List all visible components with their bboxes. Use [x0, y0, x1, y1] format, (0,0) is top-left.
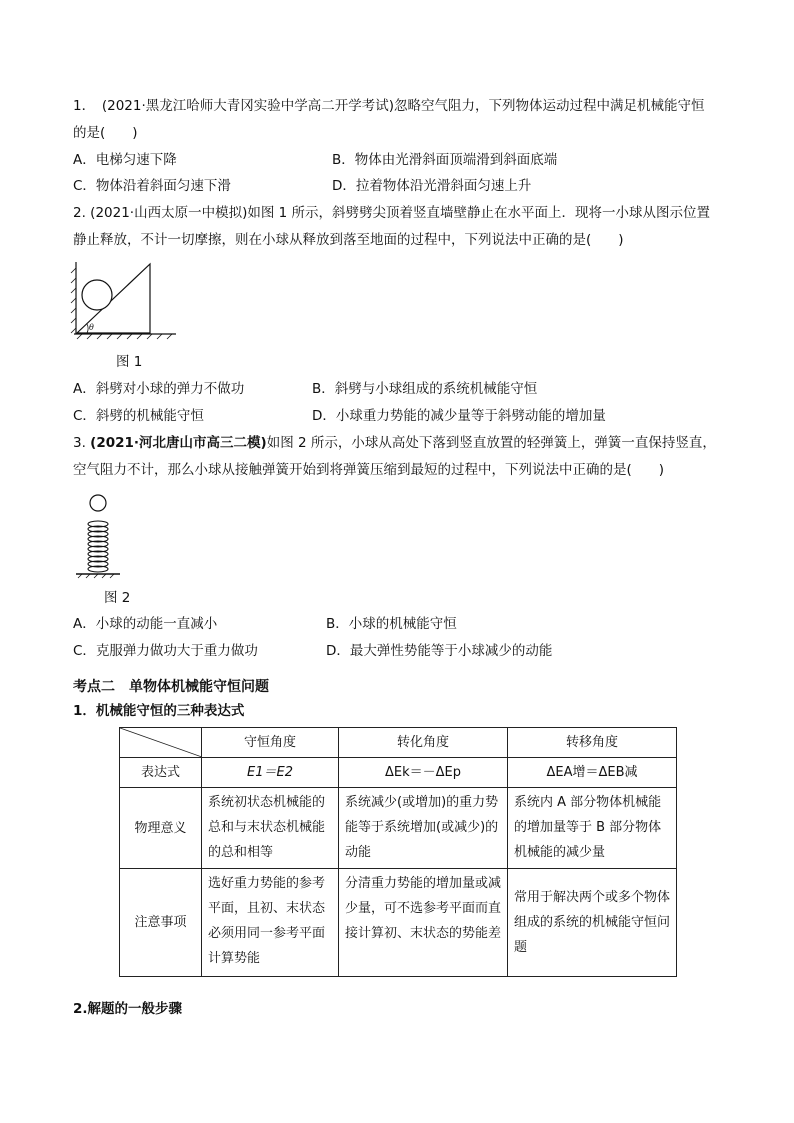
table-header-row	[120, 728, 677, 758]
figure-1-wedge	[70, 258, 182, 344]
section-sub2: 2.解题的一般步骤	[73, 1001, 183, 1017]
q3-option-c: C．克服弹力做功大于重力做功	[73, 643, 258, 659]
table-cell: ΔEA增＝ΔEB减	[508, 758, 677, 788]
table-cell: 选好重力势能的参考平面，且初、末状态必须用同一参考平面计算势能	[202, 869, 339, 977]
section-heading: 考点二 单物体机械能守恒问题	[73, 679, 269, 695]
table-header: 转移角度	[508, 728, 677, 758]
q2-option-d: D．小球重力势能的减少量等于斜劈动能的增加量	[312, 408, 606, 424]
q1-option-b: B．物体由光滑斜面顶端滑到斜面底端	[332, 152, 558, 168]
table-cell: 系统初状态机械能的总和与末状态机械能的总和相等	[202, 788, 339, 869]
q1-stem-line1: 1． (2021·黑龙江哈师大青冈实验中学高二开学考试)忽略空气阻力，下列物体运动过程中满足机械能守恒	[73, 98, 705, 114]
table-cell: 系统内 A 部分物体机械能的增加量等于 B 部分物体机械能的减少量	[508, 788, 677, 869]
row-label: 注意事项	[120, 869, 202, 977]
q1-stem-line2: 的是( )	[73, 125, 138, 141]
q2-option-c: C．斜劈的机械能守恒	[73, 408, 204, 424]
angle-label: θ	[89, 323, 94, 332]
section-sub1: 1．机械能守恒的三种表达式	[73, 703, 245, 719]
q3-option-a: A．小球的动能一直减小	[73, 616, 218, 632]
q2-option-b: B．斜劈与小球组成的系统机械能守恒	[312, 381, 538, 397]
table-row	[120, 788, 677, 869]
ball-shape	[82, 280, 112, 310]
table-corner-cell	[120, 728, 202, 758]
table-cell: 常用于解决两个或多个物体组成的系统的机械能守恒问题	[508, 869, 677, 977]
table-header: 转化角度	[339, 728, 508, 758]
q2-option-a: A．斜劈对小球的弹力不做功	[73, 381, 245, 397]
figure-2-caption: 图 2	[104, 590, 131, 606]
table-cell: E1＝E2	[202, 758, 339, 788]
q3-source: (2021·河北唐山市高三二模)	[90, 435, 267, 451]
row-label: 表达式	[120, 758, 202, 788]
q2-stem-line2: 静止释放，不计一切摩擦，则在小球从释放到落至地面的过程中，下列说法中正确的是( )	[73, 232, 624, 248]
table-cell: 分清重力势能的增加量或减少量，可不选参考平面而直接计算初、末状态的势能差	[339, 869, 508, 977]
table-header: 守恒角度	[202, 728, 339, 758]
figure-1-caption: 图 1	[116, 354, 143, 370]
q1-option-c: C．物体沿着斜面匀速下滑	[73, 178, 231, 194]
figure-2-spring	[74, 490, 124, 580]
row-label: 物理意义	[120, 788, 202, 869]
q3-option-d: D．最大弹性势能等于小球减少的动能	[326, 643, 553, 659]
table-row	[120, 869, 677, 977]
table-cell: 系统减少(或增加)的重力势能等于系统增加(或减少)的动能	[339, 788, 508, 869]
expressions-table	[119, 727, 677, 977]
ball-shape	[90, 495, 106, 511]
q3-stem-line1: 3. (2021·河北唐山市高三二模)如图 2 所示，小球从高处下落到竖直放置的轻弹簧上，弹簧一直保持竖直，	[73, 435, 716, 451]
q3-stem-line2: 空气阻力不计，那么小球从接触弹簧开始到将弹簧压缩到最短的过程中，下列说法中正确的是( )	[73, 462, 665, 478]
q1-option-a: A．电梯匀速下降	[73, 152, 177, 168]
q2-stem-line1: 2. (2021·山西太原一中模拟)如图 1 所示，斜劈劈尖顶着竖直墙壁静止在水平面上．现将一小球从图示位置	[73, 205, 711, 221]
q3-option-b: B．小球的机械能守恒	[326, 616, 457, 632]
q1-option-d: D．拉着物体沿光滑斜面匀速上升	[332, 178, 532, 194]
table-row	[120, 758, 677, 788]
table-cell: ΔEk＝－ΔEp	[339, 758, 508, 788]
